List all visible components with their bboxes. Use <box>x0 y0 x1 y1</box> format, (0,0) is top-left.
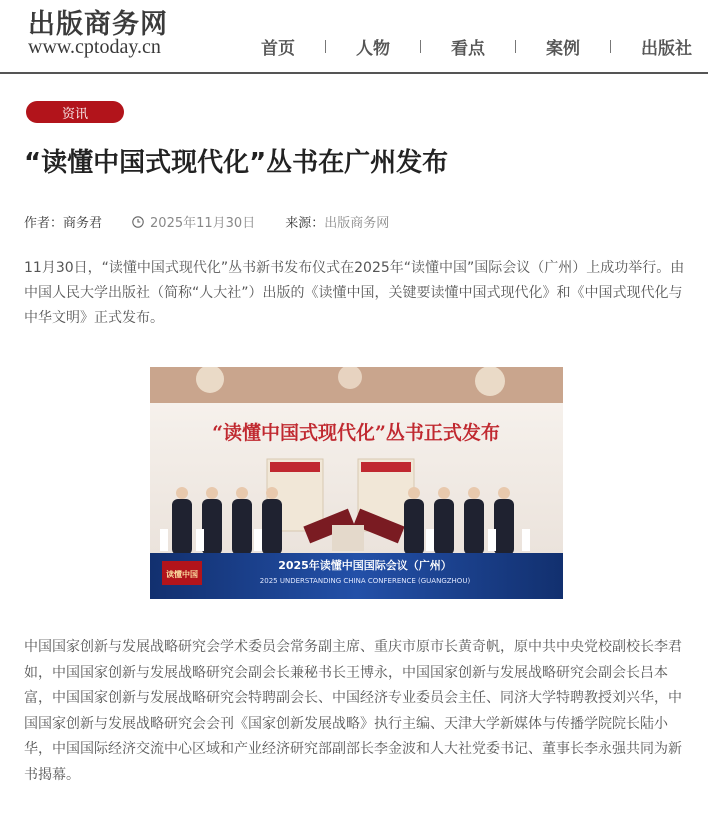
article-meta <box>24 212 389 231</box>
article-title: “读懂中国式现代化”丛书在广州发布 <box>24 148 449 178</box>
clock-icon <box>132 216 144 228</box>
nav-divider <box>515 40 516 53</box>
nav-item-highlights[interactable]: 看点 <box>451 39 485 59</box>
stage-title-en: 2025 UNDERSTANDING CHINA CONFERENCE (GUANGZHOU) <box>259 577 471 585</box>
nav-item-publishers[interactable]: 出版社 <box>641 39 692 59</box>
stage-title-cn: 2025年读懂中国国际会议（广州） <box>278 559 452 572</box>
author-name: 商务君 <box>63 216 103 231</box>
nav-divider <box>610 40 611 53</box>
nav-item-people[interactable]: 人物 <box>356 39 390 59</box>
publish-date: 2025年11月30日 <box>150 216 256 231</box>
author-label: 作者： <box>24 216 64 231</box>
site-logo[interactable]: 出版商务网 <box>28 9 168 40</box>
main-nav <box>261 34 692 59</box>
photo-banner-text: “读懂中国式现代化”丛书正式发布 <box>212 422 500 444</box>
article-body: 中国国家创新与发展战略研究会学术委员会常务副主席、重庆市原市长黄奇帆，原中共中央党校副校长李君如，中国国家创新与发展战略研究会副会长兼秘书长王博永，中国国家创新与发展战略研究会副会长吕本富，中国国家创新与发展战略研究会特聘副会长、中国经济专业委员会主任、同济大学特聘教授刘兴华，中国国家创新与发展战略研究会会刊《国家创新发展战略》执行主编、天津大学新媒体与传播学院院长陆小华，中国国际经济交流中心区域和产业经济研究部副部长李金波和人大社党委书记、董事长李永强共同为新书揭幕。 <box>24 639 682 783</box>
source-name: 出版商务网 <box>324 216 390 231</box>
site-header <box>0 0 708 74</box>
nav-divider <box>325 40 326 53</box>
nav-item-cases[interactable]: 案例 <box>546 39 580 59</box>
category-badge[interactable]: 资讯 <box>26 101 124 123</box>
stage-logo: 读懂中国 <box>166 570 198 579</box>
nav-item-home[interactable]: 首页 <box>261 39 295 59</box>
nav-divider <box>420 40 421 53</box>
event-photo <box>150 367 563 599</box>
site-url[interactable]: www.cptoday.cn <box>28 36 161 58</box>
source-label: 来源： <box>285 216 325 231</box>
article-lead: 11月30日，“读懂中国式现代化”丛书新书发布仪式在2025年“读懂中国”国际会议（广州）上成功举行。由中国人民大学出版社（简称“人大社”）出版的《读懂中国，关键要读懂中国式现代化》和《中国式现代化与中华文明》正式发布。 <box>24 260 685 326</box>
